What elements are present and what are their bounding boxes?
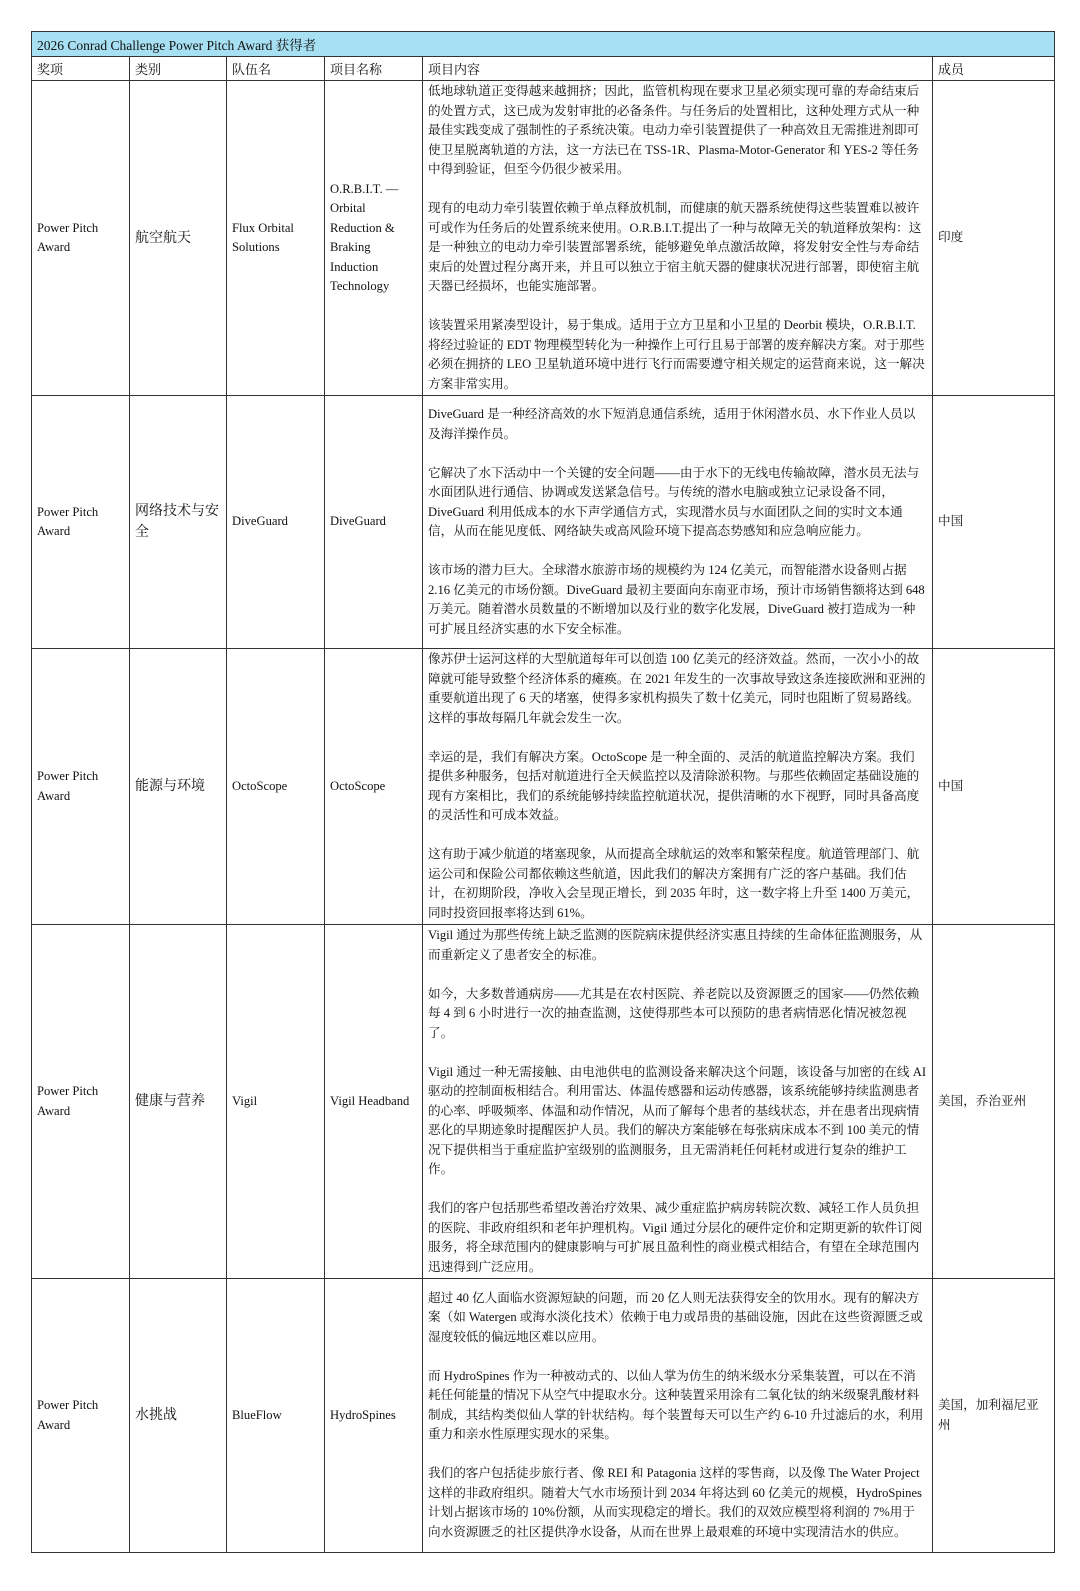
- category-cell: 水挑战: [130, 1279, 227, 1553]
- content-paragraph: Vigil 通过一种无需接触、由电池供电的监测设备来解决这个问题，该设备与加密的在线 AI 驱动的控制面板相结合。利用雷达、体温传感器和运动传感器，该系统能够持续监测患者的心率、呼吸频率、体温和动作情况，从而了解每个患者的基线状态，并在患者出现病情恶化的早期迹象时提醒医护人员。我们的解决方案能够在每张病床成本不到 100 美元的情况下提供相当于重症监护室级别的监测服务，且无需消耗任何耗材或进行复杂的维护工作。: [428, 1064, 927, 1176]
- award-cell: Power Pitch Award: [32, 1279, 130, 1553]
- header-award: 奖项: [32, 57, 130, 81]
- project-cell: DiveGuard: [325, 396, 423, 649]
- category-cell: 航空航天: [130, 81, 227, 396]
- project-cell: HydroSpines: [325, 1279, 423, 1553]
- team-cell: OctoScope: [227, 649, 325, 925]
- content-paragraph: 低地球轨道正变得越来越拥挤；因此，监管机构现在要求卫星必须实现可靠的寿命结束后的处置方式，这已成为发射审批的必备条件。与任务后的处置相比，这种处理方式从一种最佳实践变成了强制性的子系统决策。电动力牵引装置提供了一种高效且无需推进剂即可使卫星脱离轨道的方法，这一方法已在 TSS-1R、Plasma-Motor-Generator 和 YES-2 等任务中得到验证，但至今仍很少被采用。: [428, 84, 920, 176]
- header-project: 项目名称: [325, 57, 423, 81]
- content-paragraph: DiveGuard 是一种经济高效的水下短消息通信系统，适用于休闲潜水员、水下作业人员以及海洋操作员。: [428, 407, 916, 441]
- members-cell: 中国: [933, 649, 1055, 925]
- content-paragraph: 它解决了水下活动中一个关键的安全问题——由于水下的无线电传输故障，潜水员无法与水面团队进行通信、协调或发送紧急信号。与传统的潜水电脑或独立记录设备不同，DiveGuard 利用低成本的水下声学通信方式，实现潜水员与水面团队之间的实时文本通信，从而在能见度低、网络缺失或高风险环境下提高态势感知和应急响应能力。: [428, 465, 920, 538]
- awards-table: [31, 31, 1055, 1553]
- content-cell: [423, 649, 933, 925]
- team-cell: BlueFlow: [227, 1279, 325, 1553]
- header-row: [32, 57, 1055, 81]
- category-cell: 健康与营养: [130, 925, 227, 1279]
- table-title: 2026 Conrad Challenge Power Pitch Award 获得者: [32, 32, 1055, 57]
- project-cell: OctoScope: [325, 649, 423, 925]
- content-paragraph: 该市场的潜力巨大。全球潜水旅游市场的规模约为 124 亿美元，而智能潜水设备则占据 2.16 亿美元的市场份额。DiveGuard 最初主要面向东南亚市场，预计市场销售额将达到 648 万美元。随着潜水员数量的不断增加以及行业的数字化发展，DiveGuard 被打造成为一种可扩展且经济实惠的水下安全标准。: [428, 563, 925, 636]
- content-paragraph: 而 HydroSpines 作为一种被动式的、以仙人掌为仿生的纳米级水分采集装置，可以在不消耗任何能量的情况下从空气中提取水分。这种装置采用涂有二氧化钛的纳米级聚乳酸材料制成，其结构类似仙人掌的针状结构。每个装置每天可以生产约 6-10 升过滤后的水，利用重力和亲水性原理实现水的采集。: [428, 1368, 924, 1442]
- members-cell: 美国，乔治亚州: [933, 925, 1055, 1279]
- content-paragraph: 现有的电动力牵引装置依赖于单点释放机制，而健康的航天器系统使得这些装置难以被许可或作为任务后的处置系统来使用。O.R.B.I.T.提出了一种与故障无关的轨道释放架构：这是一种独立的电动力牵引装置部署系统，能够避免单点激活故障，将发射安全性与寿命结束后的处置过程分离开来，并且可以独立于宿主航天器的健康状况进行部署，即使宿主航天器已经损坏，也能实施部署。: [428, 201, 922, 293]
- table-row: [32, 81, 1055, 396]
- project-cell: Vigil Headband: [325, 925, 423, 1279]
- members-cell: 中国: [933, 396, 1055, 649]
- awards-document: [31, 31, 1054, 1553]
- content-cell: [423, 1279, 933, 1553]
- award-cell: Power Pitch Award: [32, 396, 130, 649]
- members-cell: 美国，加利福尼亚州: [933, 1279, 1055, 1553]
- content-cell: [423, 396, 933, 649]
- content-paragraph: Vigil 通过为那些传统上缺乏监测的医院病床提供经济实惠且持续的生命体征监测服务，从而重新定义了患者安全的标准。: [428, 928, 923, 962]
- content-paragraph: 超过 40 亿人面临水资源短缺的问题，而 20 亿人则无法获得安全的饮用水。现有的解决方案（如 Watergen 或海水淡化技术）依赖于电力或昂贵的基础设施，因此在这些资源匮乏或湿度较低的偏远地区难以应用。: [428, 1290, 923, 1344]
- header-members: 成员: [933, 57, 1055, 81]
- team-cell: DiveGuard: [227, 396, 325, 649]
- category-cell: 网络技术与安全: [130, 396, 227, 649]
- content-paragraph: 我们的客户包括徒步旅行者、像 REI 和 Patagonia 这样的零售商，以及像 The Water Project 这样的非政府组织。随着大气水市场预计到 2034 年将达到 60 亿美元的规模，HydroSpines 计划占据该市场的 10%份额，从而实现稳定的增长。我们的双效应模型将利润的 7%用于向水资源匮乏的社区提供净水设备，从而在世界上最艰难的环境中实现清洁水的供应。: [428, 1466, 922, 1539]
- content-paragraph: 该装置采用紧凑型设计，易于集成。适用于立方卫星和小卫星的 Deorbit 模块，O.R.B.I.T.将经过验证的 EDT 物理模型转化为一种操作上可行且易于部署的废弃解决方案。对于那些必须在拥挤的 LEO 卫星轨道环境中进行飞行而需要遵守相关规定的运营商来说，这一解决方案非常实用。: [428, 318, 925, 391]
- header-content: 项目内容: [423, 57, 933, 81]
- content-cell: [423, 81, 933, 396]
- header-team: 队伍名: [227, 57, 325, 81]
- title-row: [32, 32, 1055, 57]
- content-cell: [423, 925, 933, 1279]
- table-row: [32, 1279, 1055, 1553]
- content-paragraph: 如今，大多数普通病房——尤其是在农村医院、养老院以及资源匮乏的国家——仍然依赖每 4 到 6 小时进行一次的抽查监测，这使得那些本可以预防的患者病情恶化情况被忽视了。: [428, 986, 920, 1040]
- category-cell: 能源与环境: [130, 649, 227, 925]
- table-row: [32, 649, 1055, 925]
- content-paragraph: 像苏伊士运河这样的大型航道每年可以创造 100 亿美元的经济效益。然而，一次小小的故障就可能导致整个经济体系的瘫痪。在 2021 年发生的一次事故导致这条连接欧洲和亚洲的重要航道出现了 6 天的堵塞，使得多家机构损失了数十亿美元，同时也阻断了贸易路线。这样的事故每隔几年就会发生一次。: [428, 652, 926, 725]
- table-row: [32, 925, 1055, 1279]
- award-cell: Power Pitch Award: [32, 81, 130, 396]
- award-cell: Power Pitch Award: [32, 925, 130, 1279]
- header-category: 类别: [130, 57, 227, 81]
- award-cell: Power Pitch Award: [32, 649, 130, 925]
- table-row: [32, 396, 1055, 649]
- team-cell: Vigil: [227, 925, 325, 1279]
- members-cell: 印度: [933, 81, 1055, 396]
- team-cell: Flux Orbital Solutions: [227, 81, 325, 396]
- content-paragraph: 这有助于减少航道的堵塞现象，从而提高全球航运的效率和繁荣程度。航道管理部门、航运公司和保险公司都依赖这些航道，因此我们的解决方案拥有广泛的客户基础。我们估计，在初期阶段，净收入会呈现正增长，到 2035 年时，这一数字将上升至 1400 万美元，同时投资回报率将达到 61%。: [428, 847, 920, 920]
- project-cell: O.R.B.I.T. — Orbital Reduction & Braking Induction Technology: [325, 81, 423, 396]
- content-paragraph: 我们的客户包括那些希望改善治疗效果、减少重症监护病房转院次数、减轻工作人员负担的医院、非政府组织和老年护理机构。Vigil 通过分层化的硬件定价和定期更新的软件订阅服务，将全球范围内的健康影响与可扩展且盈利性的商业模式相结合，有望在全球范围内迅速得到广泛应用。: [428, 1201, 923, 1274]
- content-paragraph: 幸运的是，我们有解决方案。OctoScope 是一种全面的、灵活的航道监控解决方案。我们提供多种服务，包括对航道进行全天候监控以及清除淤积物。与那些依赖固定基础设施的现有方案相比，我们的系统能够持续监控航道状况，提供清晰的水下视野，同时具备高度的灵活性和可成本效益。: [428, 749, 920, 822]
